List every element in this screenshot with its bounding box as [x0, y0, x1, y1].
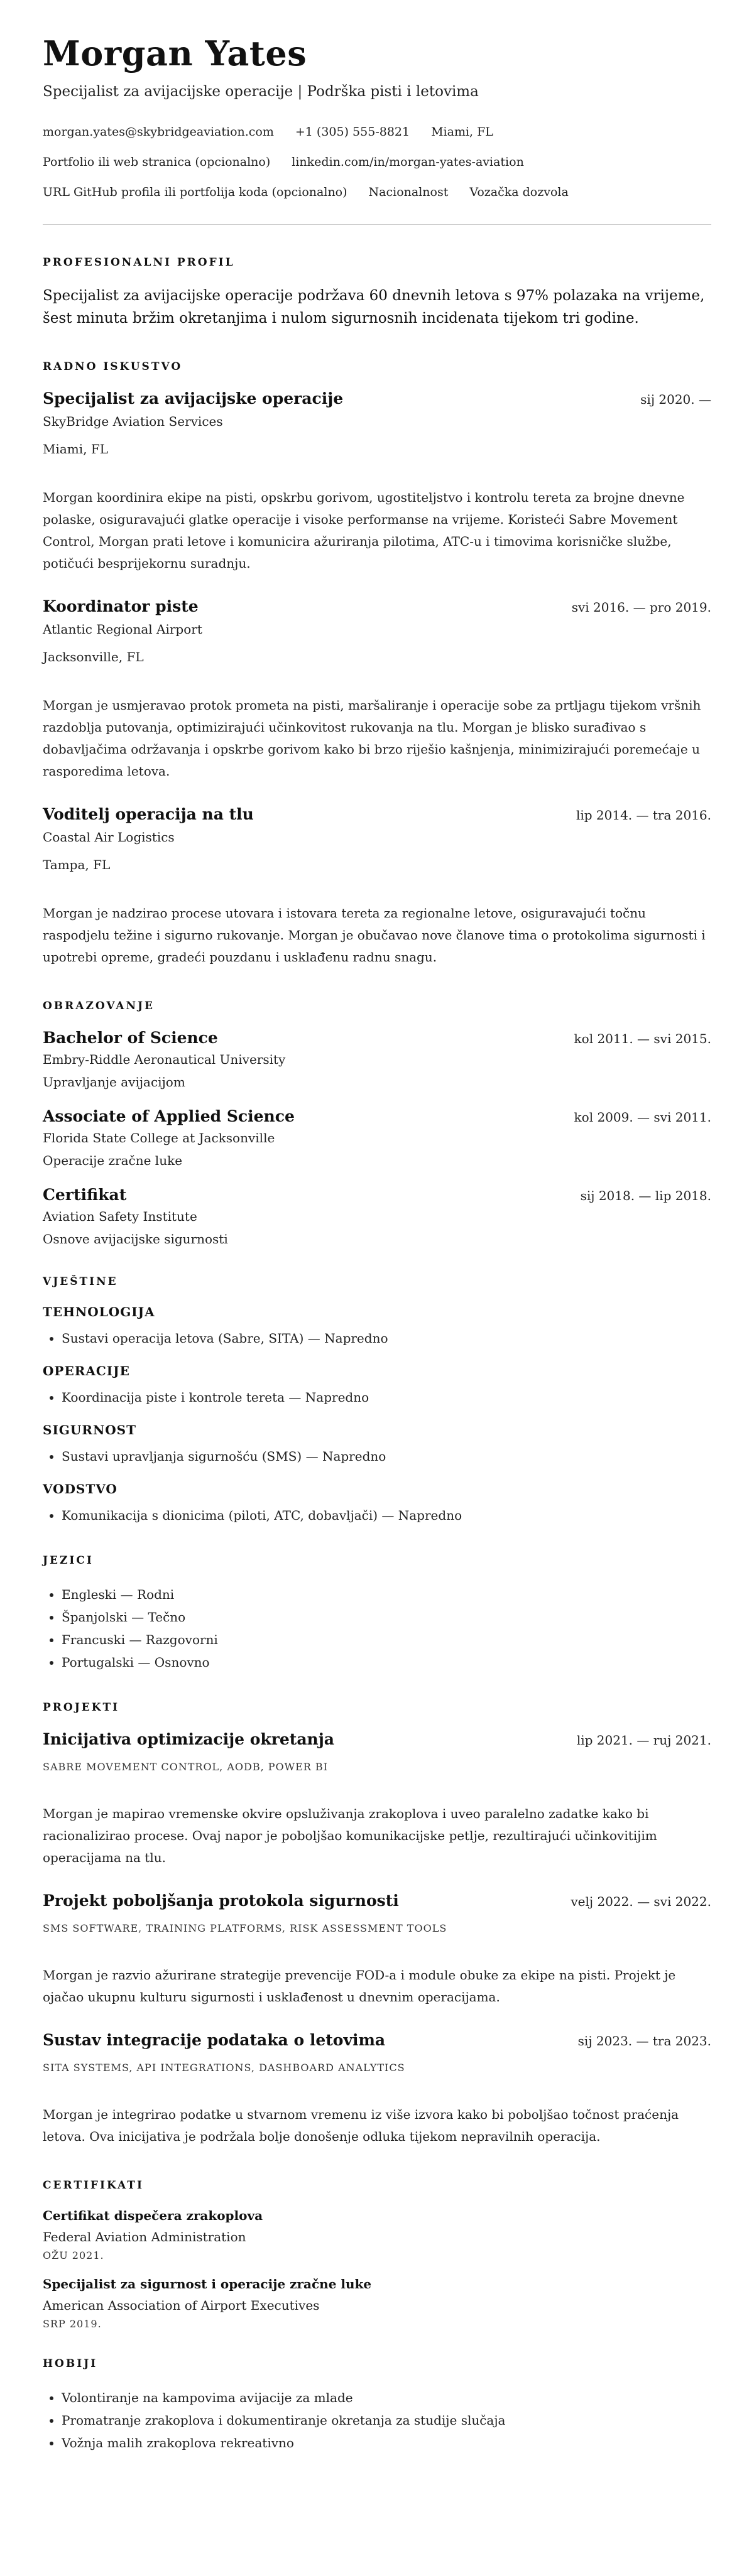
job-description: Morgan je usmjeravao protok prometa na pisti, maršaliranje i operacije sobe za prtljagu tijekom vršnih razdoblja putovanja, optimizirajući učinkovitost rukovanja na tlu. Morgan je blisko surađivao s dobavljačima održavanja i opskrbe gorivom kako bi brzo riješio kašnjenja, minimizirajući poremećaje u rasporedima letova.: [43, 697, 701, 779]
candidate-title: Specijalist za avijacijske operacije | Podrška pisti i letovima: [43, 84, 479, 100]
education-entry: [43, 1029, 711, 1090]
project-tech: SMS SOFTWARE, TRAINING PLATFORMS, RISK ASSESSMENT TOOLS: [43, 1922, 447, 1934]
experience-heading: RADNO ISKUSTVO: [43, 360, 183, 373]
skill-item: • Sustavi upravljanja sigurnošću (SMS) — Napredno: [62, 1445, 711, 1468]
project-tech: SABRE MOVEMENT CONTROL, AODB, POWER BI: [43, 1760, 328, 1773]
certificate-entry: [43, 2276, 711, 2330]
hobby-list: [43, 2386, 711, 2454]
nationality-text: Nacionalnost: [368, 185, 449, 200]
job-title: Voditelj operacija na tlu: [43, 804, 254, 823]
project-title: Sustav integracije podataka o letovima: [43, 2030, 386, 2049]
language-list: [43, 1583, 711, 1674]
skill-category: SIGURNOST: [43, 1422, 136, 1437]
skill-item: • Sustavi operacija letova (Sabre, SITA) — Napredno: [62, 1327, 711, 1350]
education-entry: [43, 1186, 711, 1247]
degree-field: Operacije zračne luke: [43, 1152, 183, 1168]
certificate-name: Certifikat dispečera zrakoplova: [43, 2207, 263, 2223]
hobbies-heading: HOBIJI: [43, 2357, 98, 2370]
skill-list: [43, 1445, 711, 1468]
education-heading: OBRAZOVANJE: [43, 999, 155, 1012]
certificates-heading: CERTIFIKATI: [43, 2178, 144, 2192]
skill-item: • Komunikacija s dionicima (piloti, ATC, dobavljači) — Napredno: [62, 1504, 711, 1527]
project-entry: [43, 2031, 711, 2148]
project-date: lip 2021. — ruj 2021.: [576, 1732, 711, 1748]
project-tech: SITA SYSTEMS, API INTEGRATIONS, DASHBOARD ANALYTICS: [43, 2061, 405, 2074]
degree-date: sij 2018. — lip 2018.: [580, 1188, 711, 1203]
hobby-item: • Volontiranje na kampovima avijacije za mlade: [62, 2386, 711, 2409]
project-description: Morgan je razvio ažurirane strategije prevencije FOD-a i module obuke za ekipe na pisti. Projekt je ojačao ukupnu kulturu sigurnosti i usklađenost u dnevnim operacijama.: [43, 1967, 676, 2005]
experience-entry: [43, 805, 711, 968]
school-name: Embry-Riddle Aeronautical University: [43, 1051, 286, 1067]
project-description: Morgan je integrirao podatke u stvarnom vremenu iz više izvora kako bi poboljšao točnost praćenja letova. Ova inicijativa je podržala bolje donošenje odluka tijekom nepravilnih operacija.: [43, 2106, 679, 2144]
certificate-date: OŽU 2021.: [43, 2249, 104, 2261]
skill-category: VODSTVO: [43, 1481, 117, 1496]
degree-field: Osnove avijacijske sigurnosti: [43, 1231, 228, 1247]
school-name: Aviation Safety Institute: [43, 1208, 197, 1224]
certificate-date: SRP 2019.: [43, 2317, 102, 2330]
degree-field: Upravljanje avijacijom: [43, 1074, 185, 1090]
language-item: • Francuski — Razgovorni: [62, 1628, 711, 1651]
project-entry: [43, 1891, 711, 2008]
skill-category: TEHNOLOGIJA: [43, 1304, 155, 1319]
certificate-org: American Association of Airport Executives: [43, 2297, 320, 2313]
linkedin-link[interactable]: linkedin.com/in/morgan-yates-aviation: [292, 155, 524, 170]
github-text: URL GitHub profila ili portfolija koda (opcionalno): [43, 185, 347, 200]
degree-title: Bachelor of Science: [43, 1028, 218, 1047]
project-title: Projekt poboljšanja protokola sigurnosti: [43, 1891, 399, 1910]
languages-heading: JEZICI: [43, 1554, 94, 1567]
job-location: Jacksonville, FL: [43, 649, 144, 664]
profile-summary: Specijalist za avijacijske operacije podržava 60 dnevnih letova s 97% polazaka na vrijeme, šest minuta bržim okretanjima i nulom sigurnosnih incidenata tijekom tri godine.: [43, 288, 705, 327]
job-location: Miami, FL: [43, 441, 109, 457]
degree-date: kol 2009. — svi 2011.: [574, 1109, 711, 1125]
language-item: • Engleski — Rodni: [62, 1583, 711, 1606]
skill-list: [43, 1386, 711, 1409]
skills-heading: VJEŠTINE: [43, 1275, 118, 1288]
job-date: svi 2016. — pro 2019.: [571, 599, 711, 615]
license-text: Vozačka dozvola: [469, 185, 569, 200]
project-date: sij 2023. — tra 2023.: [577, 2033, 711, 2048]
experience-entry: [43, 389, 711, 575]
job-company: SkyBridge Aviation Services: [43, 413, 223, 429]
hobby-item: • Vožnja malih zrakoplova rekreativno: [62, 2432, 711, 2454]
location-text: Miami, FL: [431, 125, 493, 139]
experience-entry: [43, 597, 711, 782]
phone-text: +1 (305) 555-8821: [295, 125, 410, 139]
job-company: Coastal Air Logistics: [43, 829, 175, 845]
projects-heading: PROJEKTI: [43, 1701, 120, 1714]
email-link[interactable]: morgan.yates@skybridgeaviation.com: [43, 125, 274, 139]
portfolio-text: Portfolio ili web stranica (opcionalno): [43, 155, 271, 170]
degree-title: Associate of Applied Science: [43, 1107, 295, 1125]
project-description: Morgan je mapirao vremenske okvire opsluživanja zrakoplova i uveo paralelno zadatke kako bi racionalizirao procese. Ovaj napor je poboljšao komunikacijske petlje, rezultirajući učinkovitijim operacijama na tlu.: [43, 1805, 657, 1865]
job-title: Specijalist za avijacijske operacije: [43, 389, 344, 408]
job-description: Morgan je nadzirao procese utovara i istovara tereta za regionalne letove, osiguravajući točnu raspodjelu težine i sigurno rukovanje. Morgan je obučavao nove članove tima o protokolima sigurnosti i upotrebi opreme, gradeći pouzdanu i usklađenu radnu snagu.: [43, 905, 706, 965]
contact-line-3: [43, 185, 711, 199]
skill-category: OPERACIJE: [43, 1363, 130, 1378]
job-location: Tampa, FL: [43, 857, 111, 872]
degree-title: Certifikat: [43, 1185, 127, 1204]
job-date: sij 2020. —: [640, 391, 711, 407]
header-divider: [43, 224, 711, 225]
language-item: • Portugalski — Osnovno: [62, 1651, 711, 1674]
education-entry: [43, 1107, 711, 1168]
skill-item: • Koordinacija piste i kontrole tereta — Napredno: [62, 1386, 711, 1409]
candidate-name: Morgan Yates: [43, 33, 307, 73]
certificate-name: Specijalist za sigurnost i operacije zračne luke: [43, 2276, 372, 2292]
certificate-org: Federal Aviation Administration: [43, 2229, 246, 2244]
certificate-entry: [43, 2208, 711, 2261]
job-date: lip 2014. — tra 2016.: [576, 807, 711, 823]
profile-heading: PROFESIONALNI PROFIL: [43, 256, 235, 269]
job-description: Morgan koordinira ekipe na pisti, opskrbu gorivom, ugostiteljstvo i kontrolu tereta za brojne dnevne polaske, osiguravajući glatke operacije i visoke performanse na vrijeme. Koristeći Sabre Movement Control, Morgan prati letove i komunicira ažuriranja pilotima, ATC-u i timovima korisničke službe, potičući besprijekornu suradnju.: [43, 489, 685, 571]
contact-line-1: [43, 125, 711, 139]
job-company: Atlantic Regional Airport: [43, 621, 202, 637]
project-entry: [43, 1730, 711, 1869]
hobby-item: • Promatranje zrakoplova i dokumentiranje okretanja za studije slučaja: [62, 2409, 711, 2432]
degree-date: kol 2011. — svi 2015.: [574, 1031, 711, 1046]
job-title: Koordinator piste: [43, 597, 199, 615]
project-date: velj 2022. — svi 2022.: [571, 1893, 711, 1909]
language-item: • Španjolski — Tečno: [62, 1606, 711, 1628]
project-title: Inicijativa optimizacije okretanja: [43, 1729, 334, 1748]
school-name: Florida State College at Jacksonville: [43, 1130, 275, 1145]
skill-list: [43, 1327, 711, 1350]
contact-line-2: [43, 155, 711, 169]
skill-list: [43, 1504, 711, 1527]
